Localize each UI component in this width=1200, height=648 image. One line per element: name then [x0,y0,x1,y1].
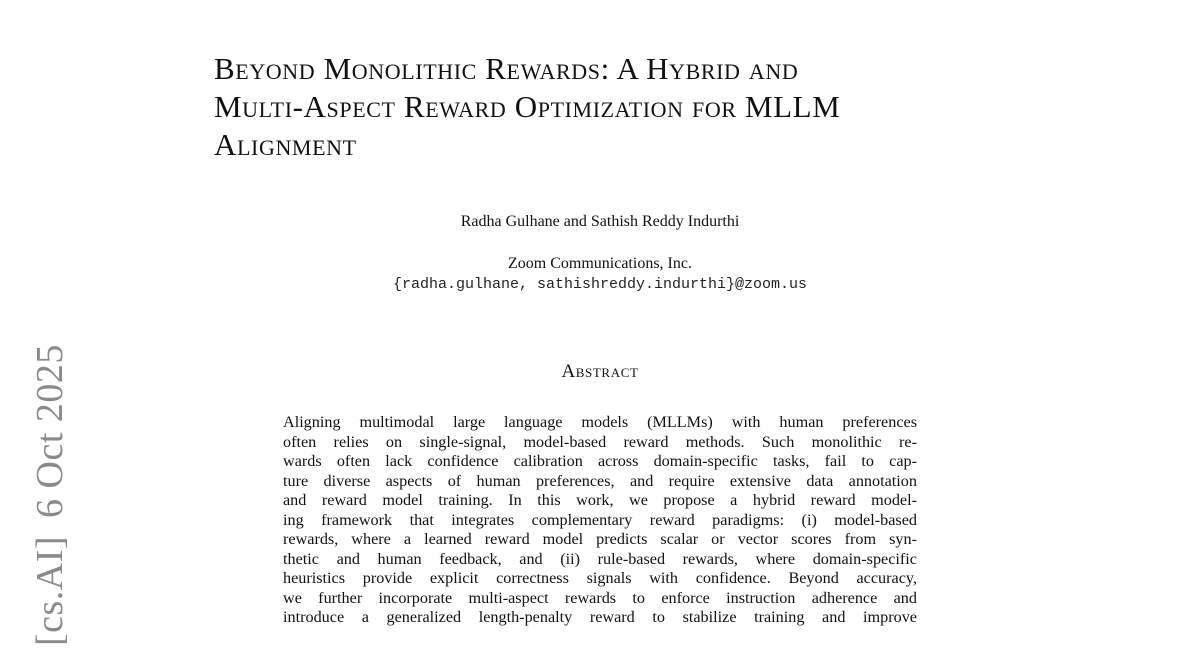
abstract-line: ing framework that integrates complementary reward paradigms: (i) model-based [283,510,917,529]
abstract-line: introduce a generalized length-penalty reward to stabilize training and improve [283,608,917,626]
abstract-line: heuristics provide explicit correctness signals with confidence. Beyond accuracy, [283,569,917,587]
abstract-body [283,413,917,628]
abstract-line: ture diverse aspects of human preferences, and require extensive data annotation [283,471,917,490]
abstract-line: we further incorporate multi-aspect rewards to enforce instruction adherence and [283,588,917,607]
abstract-line: thetic and human feedback, and (ii) rule-based rewards, where domain-specific [283,549,917,568]
abstract-line: rewards, where a learned reward model predicts scalar or vector scores from syn- [283,530,917,548]
abstract-line: and reward model training. In this work, we propose a hybrid reward model- [283,491,917,509]
arxiv-category: [cs.AI] [29,535,71,646]
affiliation: Zoom Communications, Inc. [508,255,692,272]
title-line: Alignment [214,127,357,162]
abstract-line: wards often lack confidence calibration across domain-specific tasks, fail to cap- [283,452,917,470]
author-email: {radha.gulhane, sathishreddy.indurthi}@zoom.us [392,276,808,293]
title-line: Beyond Monolithic Rewards: A Hybrid and [214,51,799,86]
arxiv-side-stamp [28,344,72,648]
abstract-line: often relies on single-signal, model-based reward methods. Such monolithic re- [283,432,917,451]
arxiv-date: 6 Oct 2025 [29,344,71,518]
title-line: Multi-Aspect Reward Optimization for MLLM [214,89,841,124]
author-list: Radha Gulhane and Sathish Reddy Indurthi [460,213,740,230]
abstract-heading: Abstract [561,361,639,382]
abstract-line: Aligning multimodal large language models (MLLMs) with human preferences [283,413,917,431]
paper-title [214,50,1004,164]
